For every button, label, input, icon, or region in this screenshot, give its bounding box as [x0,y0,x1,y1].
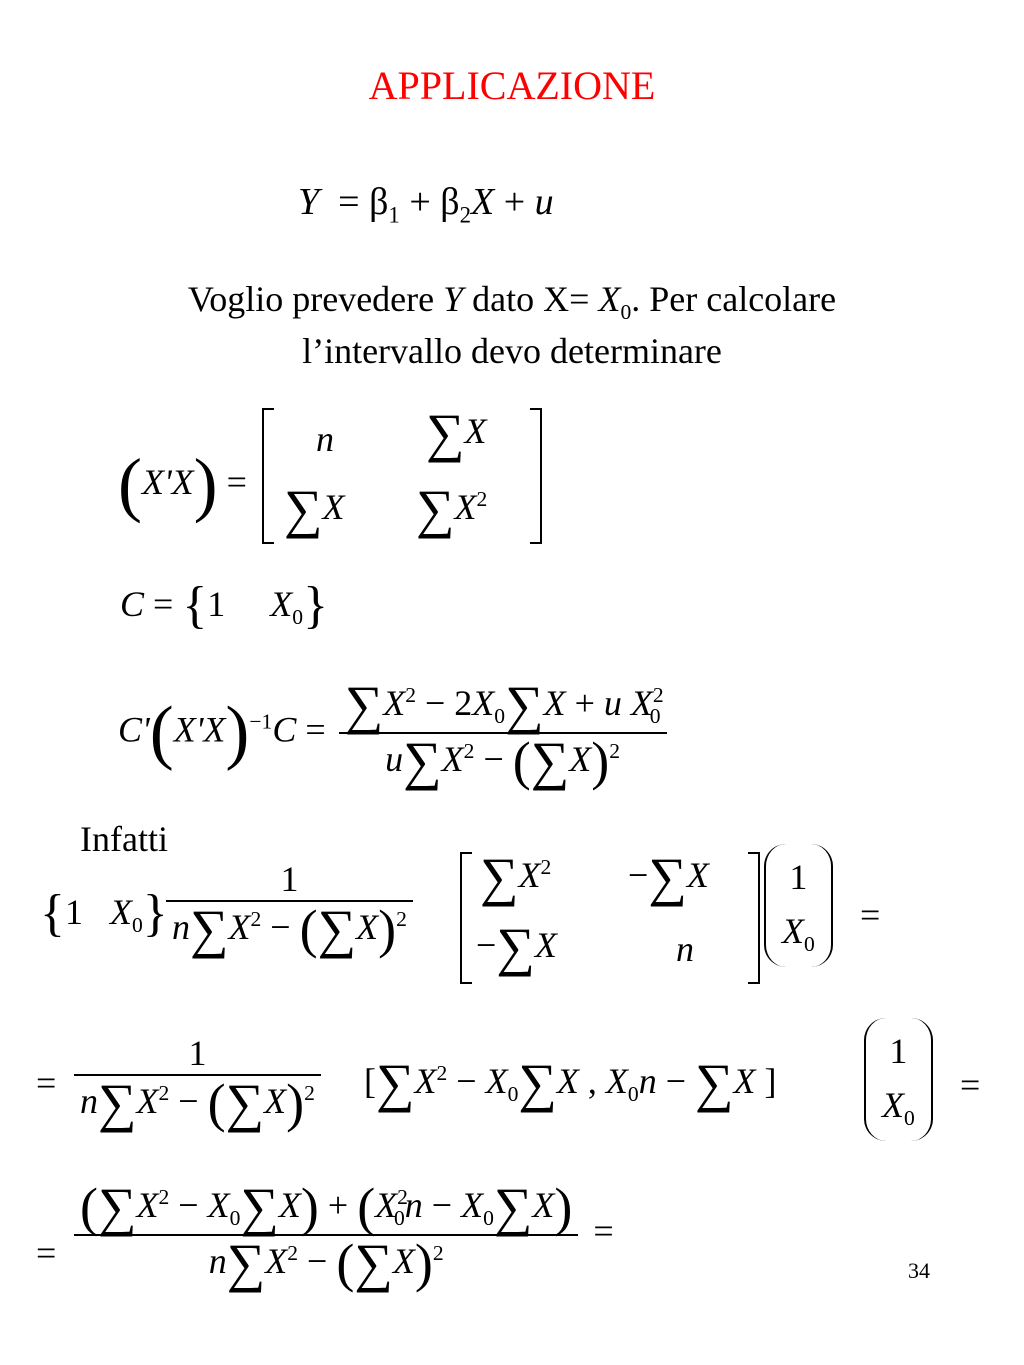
matrix-cell-sum-x-top: ∑X [426,403,487,463]
proof-row-1-fraction: $\frac{1}{n\sum X^2 - (\sum X)^2}$ [166,858,413,956]
quadratic-form: $C'(X'X)^{-1}C$ = $\frac{\sum X^2 - 2X_0\sum X + u X^2_0}{u\sum X^2 - (\sum X)^2}$ [118,678,667,788]
equals-sign-4: = [36,1233,57,1273]
equals-sign-1: = [860,895,881,935]
adj-cell-11: $\sum X^2$ [480,847,552,907]
infatti-label: Infatti [80,819,168,859]
column-vector-1: 1 $X_0$ [764,844,833,967]
regression-equation: $Y = \beta_1 + \beta_2X + u$ [298,181,554,228]
page-number: 34 [908,1258,930,1283]
row-vector: [$\sum X^2 - X_0\sum X$ , $X_0n - \sum X$ ] [364,1053,777,1113]
intro-line-2: l’intervallo devo determinare [302,331,722,371]
matrix-cell-sum-x-bottom: ∑X [284,479,345,539]
matrix-cell-n: n [316,419,334,459]
proof-row-3-fraction: $\frac{(\sum X^2 - X_0\sum X) + (X^2_0n - X_0\sum X)}{n\sum X^2 - (\sum X)^2}$ = [74,1180,614,1290]
adj-matrix-bracket-left [460,852,472,984]
matrix-cell-sum-x2: $\sum X^2$ [416,479,488,539]
adj-cell-12: −∑X [628,847,709,907]
equals-sign-2: = [36,1063,57,1103]
proof-row-1-vector: {1 $X_0$} [40,885,168,942]
xtx-lhs: (X'X) = [118,444,247,524]
proof-row-2-fraction: $\frac{1}{n\sum X^2 - (\sum X)^2}$ [74,1032,321,1130]
c-vector: C = {1 $X_0$} [120,577,329,634]
slide-title: APPLICAZIONE [368,63,656,108]
intro-line-1: Voglio prevedere Y dato $X= X_0$. Per calcolare [187,279,837,325]
matrix-bracket-right [530,408,542,544]
adj-cell-22: n [676,929,694,969]
adj-matrix-bracket-right [748,852,760,984]
equals-sign-3: = [960,1065,981,1105]
matrix-bracket-left [262,408,274,544]
adj-cell-21: −∑X [476,917,557,977]
column-vector-2: 1 $X_0$ [864,1018,933,1141]
